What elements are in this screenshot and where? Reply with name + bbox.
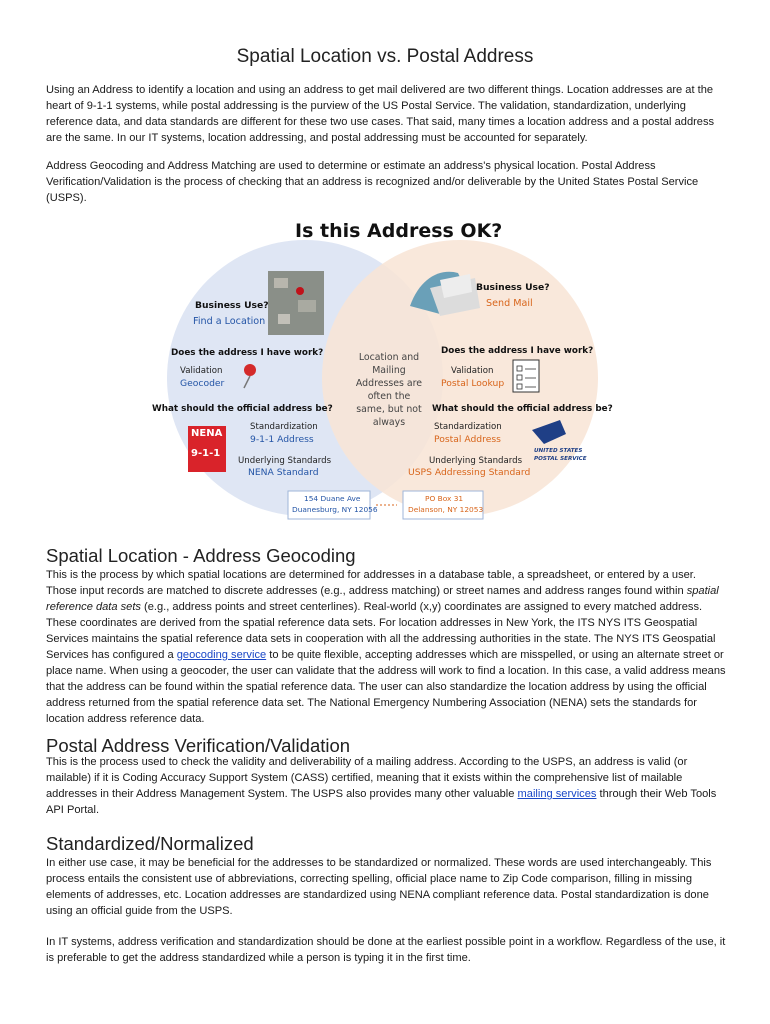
- location-address-line2: Duanesburg, NY 12056: [292, 505, 378, 514]
- right-work-question: Does the address I have work?: [441, 346, 594, 356]
- left-underlying-value: NENA Standard: [248, 467, 319, 478]
- intro-paragraph-2: Address Geocoding and Address Matching are used to determine or estimate an address's physical location. Postal Address Verification/Validation is the process of checking that an address is recognized and/or deliverable by the United States Postal Service (USPS).: [46, 160, 699, 204]
- geocoding-emphasis: spatial reference data sets: [46, 585, 719, 613]
- page-title: Spatial Location vs. Postal Address: [236, 46, 534, 67]
- nena-logo-911: 9-1-1: [191, 448, 221, 459]
- nena-logo-text: NENA: [191, 428, 223, 439]
- right-underlying-value: USPS Addressing Standard: [408, 467, 531, 478]
- right-validation-value: Postal Lookup: [441, 378, 505, 389]
- left-validation-label: Validation: [180, 366, 223, 376]
- right-business-use: Business Use?: [476, 282, 550, 293]
- right-standardization-label: Standardization: [434, 422, 502, 432]
- right-business-value: Send Mail: [486, 298, 533, 309]
- geocoding-service-link[interactable]: geocoding service: [176, 649, 267, 661]
- intro-paragraph-1: Using an Address to identify a location and using an address to get mail delivered are two different things. Location addresses are at the heart of 9-1-1 systems, while postal addressing is the purview of the US Postal Service. The validation, standardization, underlying reference data, and data standards are different for these two use cases. That said, many times a location address and a postal address are the same. In our IT systems, location addressing, and postal addressing must be accounted for separately.: [46, 84, 715, 144]
- usps-logo-line2: POSTAL SERVICE: [534, 456, 587, 462]
- figure-title: Is this Address OK?: [295, 220, 503, 242]
- left-validation-value: Geocoder: [180, 378, 225, 389]
- standardized-paragraph-1: In either use case, it may be beneficial for the addresses to be standardized or normalized. These words are used interchangeably. This process entails the consistent use of abbreviations, correcting spelling, official place name to Zip Code comparison, filling in missing elements of addresses, etc. Location addresses are standardized using NENA compliant reference data. Postal standardization is done using an official guide from the USPS.: [46, 857, 712, 917]
- right-standardization-value: Postal Address: [434, 434, 501, 445]
- left-standardization-label: Standardization: [250, 422, 318, 432]
- postal-address-line2: Delanson, NY 12053: [408, 505, 484, 514]
- left-standardization-value: 9-1-1 Address: [250, 434, 314, 445]
- right-official-question: What should the official address be?: [432, 404, 613, 414]
- usps-logo-line1: UNITED STATES: [534, 448, 583, 454]
- geocoding-paragraph: This is the process by which spatial locations are determined for addresses in a database table, a spreadsheet, or entered by a user. Those input records are matched to discrete addresses (e.g., address matching) or street names and address ranges found within spatial reference data sets (e.g., address points and street centerlines). Real-world (x,y) coordinates are assigned to every matched address. These coordinates are derived from the spatial reference data sets. For location addresses in New York, the ITS NYS ITS Geospatial Services maintains the spatial reference data sets in cooperation with all the addressing authorities in the state. The NYS ITS Geospatial Services has configured a geocoding service to be quite flexible, accepting addresses which are misspelled, or using an alternate street or place name. When using a geocoder, the user can validate that the address will work to find a location. In this case, a valid address means that the address can be found within the spatial reference data. The user can also standardize the location address by using the official address returned from the spatial reference data set. The National Emergency Numbering Association (NENA) sets the standards for location address reference data.: [46, 569, 726, 725]
- left-official-question: What should the official address be?: [152, 404, 333, 414]
- overlap-line-5: same, but not: [356, 404, 422, 415]
- right-underlying-label: Underlying Standards: [429, 456, 523, 466]
- postal-address-line1: PO Box 31: [425, 494, 464, 503]
- right-validation-label: Validation: [451, 366, 494, 376]
- mailing-services-link[interactable]: mailing services: [517, 788, 597, 800]
- overlap-line-4: often the: [367, 391, 411, 402]
- postal-heading: Postal Address Verification/Validation: [46, 735, 351, 756]
- location-marker-icon: [296, 287, 304, 295]
- left-business-value: Find a Location: [193, 316, 266, 327]
- left-work-question: Does the address I have work?: [171, 348, 324, 358]
- pin-icon: [244, 364, 256, 376]
- postal-paragraph: This is the process used to check the validity and deliverability of a mailing address. According to the USPS, an address is valid (or mailable) if it is Coding Accuracy Support System (CASS) certified, meaning that it exists within the comprehensive list of mailable addresses in their Address Management System. The USPS also provides many other valuable mailing services through their Web Tools API Portal.: [46, 756, 717, 816]
- left-underlying-label: Underlying Standards: [238, 456, 332, 466]
- overlap-line-6: always: [372, 417, 406, 428]
- standardized-heading: Standardized/Normalized: [46, 833, 254, 854]
- location-address-line1: 154 Duane Ave: [304, 494, 361, 503]
- standardized-paragraph-2: In IT systems, address verification and standardization should be done at the earliest possible point in a workflow. Regardless of the use, it is preferable to get the address standardized while a person is typing it in the first time.: [46, 936, 726, 964]
- left-business-use: Business Use?: [195, 300, 269, 311]
- overlap-line-2: Mailing: [372, 365, 406, 376]
- overlap-line-3: Addresses are: [355, 378, 423, 389]
- geocoding-heading: Spatial Location - Address Geocoding: [46, 545, 356, 566]
- venn-diagram: [140, 218, 620, 528]
- overlap-line-1: Location and: [358, 352, 420, 363]
